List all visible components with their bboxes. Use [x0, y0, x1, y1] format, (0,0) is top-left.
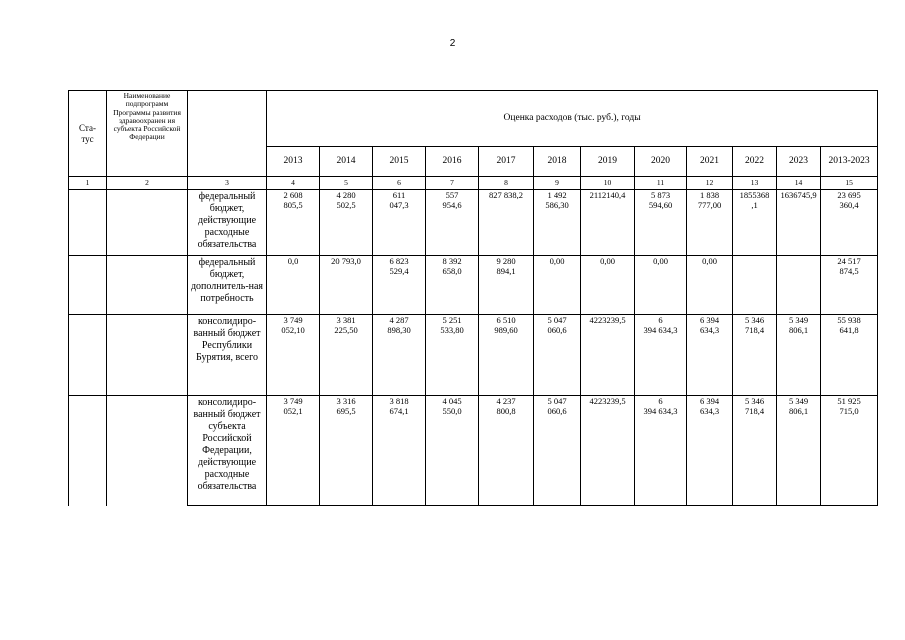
status-header	[69, 91, 107, 177]
column-number: 15	[821, 177, 878, 190]
table-row	[69, 396, 878, 506]
value-cell	[733, 256, 777, 315]
status-cell	[69, 396, 107, 506]
subprogram-name-header: Наименование подпрограмм Программы развития здравоохранен ия субъекта Российской Федерации	[107, 91, 188, 177]
table-row	[69, 315, 878, 396]
column-number: 3	[188, 177, 267, 190]
subprogram-name-cell	[107, 256, 188, 315]
value-cell: 557 954,6	[426, 190, 479, 256]
column-number: 2	[107, 177, 188, 190]
value-cell: 4 237 800,8	[479, 396, 534, 506]
page-number: 2	[449, 38, 456, 49]
year-header: 2021	[687, 147, 733, 177]
value-cell: 5 346 718,4	[733, 396, 777, 506]
status-header-line1: Ста-	[79, 123, 96, 134]
value-cell: 611 047,3	[373, 190, 426, 256]
value-cell: 5 873 594,60	[635, 190, 687, 256]
value-cell: 6 394 634,3	[635, 315, 687, 396]
funding-source-cell: консолидиро-ванный бюджет субъекта Российской Федерации, действующие расходные обязательства	[188, 396, 267, 506]
year-header: 2014	[320, 147, 373, 177]
status-cell	[69, 190, 107, 256]
value-cell: 3 381 225,50	[320, 315, 373, 396]
value-cell: 6 394 634,3	[635, 396, 687, 506]
year-header: 2013	[267, 147, 320, 177]
value-cell: 4 287 898,30	[373, 315, 426, 396]
status-cell	[69, 256, 107, 315]
year-header: 2022	[733, 147, 777, 177]
value-cell: 2 608 805,5	[267, 190, 320, 256]
value-cell: 23 695 360,4	[821, 190, 878, 256]
column-number: 10	[581, 177, 635, 190]
value-cell: 5 349 806,1	[777, 396, 821, 506]
value-cell: 3 316 695,5	[320, 396, 373, 506]
value-cell: 1 492 586,30	[534, 190, 581, 256]
column-number: 5	[320, 177, 373, 190]
value-cell: 6 394 634,3	[687, 396, 733, 506]
subprogram-name-cell	[107, 190, 188, 256]
year-header: 2019	[581, 147, 635, 177]
value-cell: 827 838,2	[479, 190, 534, 256]
year-header: 2017	[479, 147, 534, 177]
column-number: 11	[635, 177, 687, 190]
value-cell: 3 749 052,10	[267, 315, 320, 396]
value-cell: 1855368 ,1	[733, 190, 777, 256]
column-number: 9	[534, 177, 581, 190]
column-number: 4	[267, 177, 320, 190]
column-number: 8	[479, 177, 534, 190]
value-cell: 20 793,0	[320, 256, 373, 315]
table-row	[69, 256, 878, 315]
year-header: 2015	[373, 147, 426, 177]
status-header-line2: тус	[81, 133, 94, 144]
value-cell: 0,00	[534, 256, 581, 315]
column-number: 13	[733, 177, 777, 190]
year-header: 2016	[426, 147, 479, 177]
value-cell: 5 251 533,80	[426, 315, 479, 396]
value-cell: 6 510 989,60	[479, 315, 534, 396]
value-cell: 4223239,5	[581, 315, 635, 396]
value-cell: 5 346 718,4	[733, 315, 777, 396]
funding-source-cell: консолидиро-ванный бюджет Республики Бурятия, всего	[188, 315, 267, 396]
value-cell: 0,00	[581, 256, 635, 315]
value-cell	[777, 256, 821, 315]
value-cell: 24 517 874,5	[821, 256, 878, 315]
value-cell: 0,00	[687, 256, 733, 315]
value-cell: 5 349 806,1	[777, 315, 821, 396]
value-cell: 5 047 060,6	[534, 396, 581, 506]
column-number: 1	[69, 177, 107, 190]
value-cell: 4 045 550,0	[426, 396, 479, 506]
year-header: 2013-2023	[821, 147, 878, 177]
value-cell: 5 047 060,6	[534, 315, 581, 396]
value-cell: 6 394 634,3	[687, 315, 733, 396]
value-cell: 8 392 658,0	[426, 256, 479, 315]
value-cell: 0,00	[635, 256, 687, 315]
year-header: 2023	[777, 147, 821, 177]
value-cell: 1636745,9	[777, 190, 821, 256]
value-cell: 0,0	[267, 256, 320, 315]
column-number: 14	[777, 177, 821, 190]
value-cell: 4223239,5	[581, 396, 635, 506]
funding-source-cell: федеральный бюджет, действующие расходные обязательства	[188, 190, 267, 256]
value-cell: 9 280 894,1	[479, 256, 534, 315]
subprogram-name-cell	[107, 315, 188, 396]
funding-source-cell: федеральный бюджет, дополнитель-ная потребность	[188, 256, 267, 315]
value-cell: 51 925 715,0	[821, 396, 878, 506]
status-cell	[69, 315, 107, 396]
value-cell: 2112140,4	[581, 190, 635, 256]
column-number: 7	[426, 177, 479, 190]
value-cell: 3 818 674,1	[373, 396, 426, 506]
column-number: 6	[373, 177, 426, 190]
column-number: 12	[687, 177, 733, 190]
value-cell: 4 280 502,5	[320, 190, 373, 256]
year-header: 2018	[534, 147, 581, 177]
estimate-header: Оценка расходов (тыс. руб.), годы	[267, 91, 878, 147]
source-header	[188, 91, 267, 177]
value-cell: 3 749 052,1	[267, 396, 320, 506]
year-header: 2020	[635, 147, 687, 177]
value-cell: 55 938 641,8	[821, 315, 878, 396]
table-row	[69, 190, 878, 256]
subprogram-name-cell	[107, 396, 188, 506]
value-cell: 6 823 529,4	[373, 256, 426, 315]
expenditure-table	[68, 90, 878, 506]
value-cell: 1 838 777,00	[687, 190, 733, 256]
